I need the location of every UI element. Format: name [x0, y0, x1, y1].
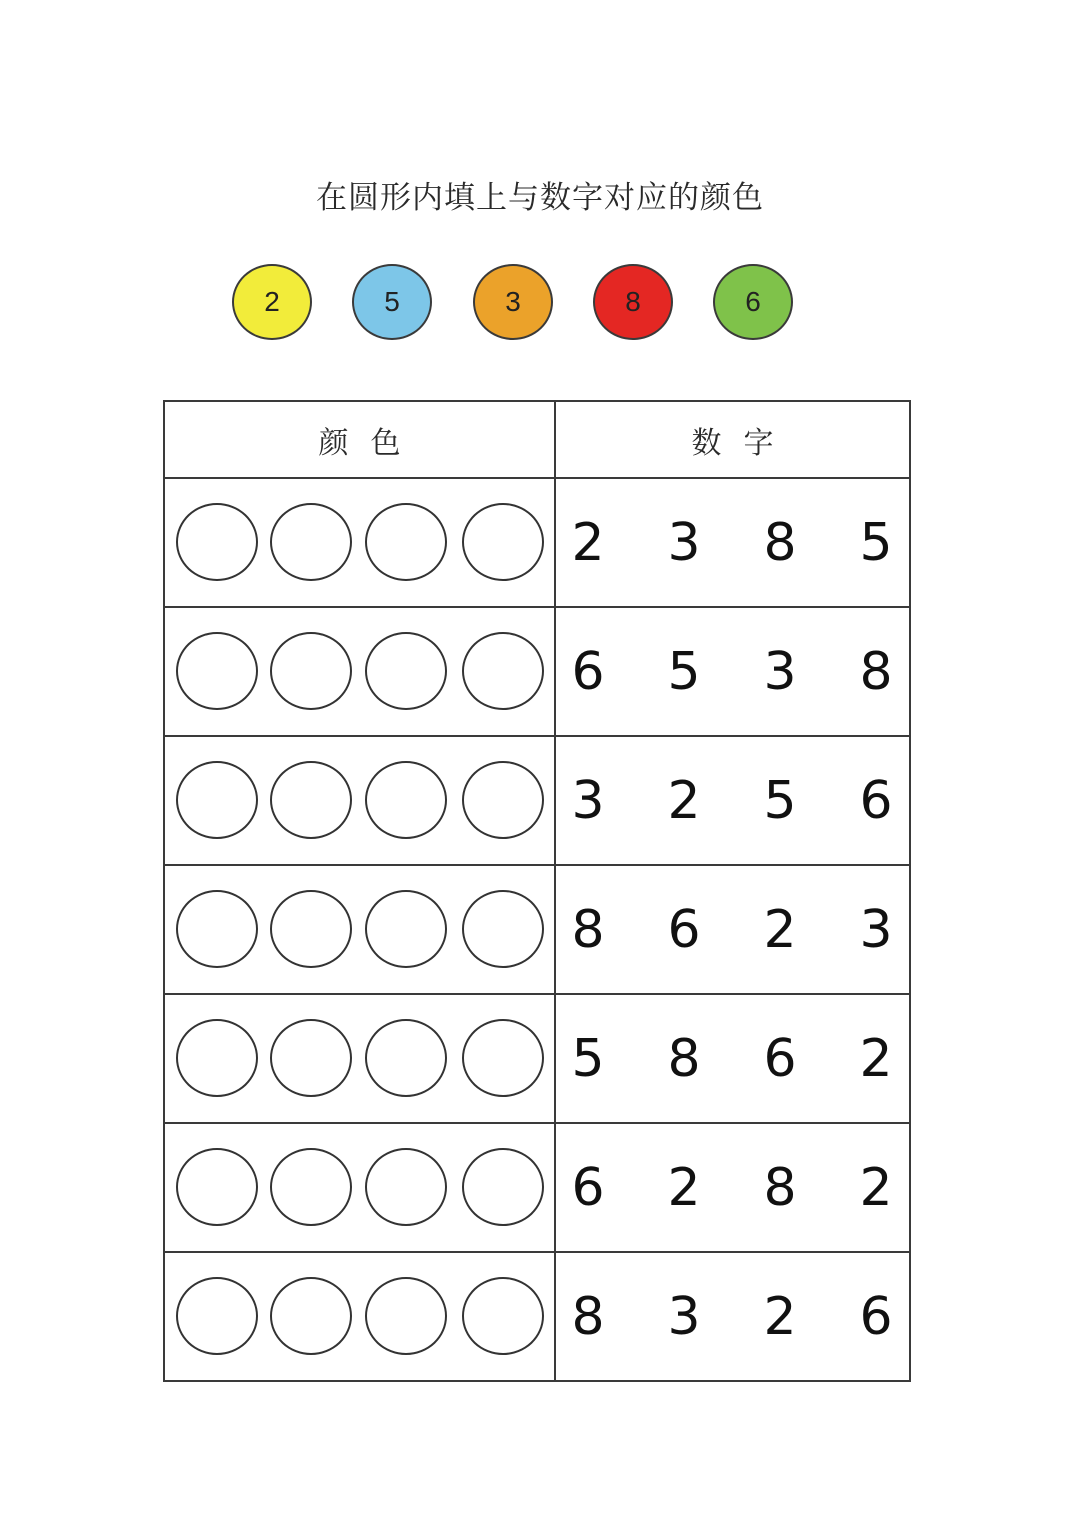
- blank-circle[interactable]: [270, 1019, 352, 1097]
- row-number: 8: [667, 1029, 701, 1089]
- number-group: [556, 608, 909, 735]
- number-cell: [555, 478, 910, 607]
- table-row: [164, 994, 910, 1123]
- blank-circle[interactable]: [462, 632, 544, 710]
- color-cell: [164, 865, 555, 994]
- blank-circle[interactable]: [462, 890, 544, 968]
- row-number: 2: [763, 900, 797, 960]
- row-number: 8: [571, 900, 605, 960]
- legend-dot-yellow: [232, 264, 312, 340]
- blank-circle[interactable]: [176, 632, 258, 710]
- number-group: [556, 479, 909, 606]
- row-number: 8: [763, 1158, 797, 1218]
- color-legend: [232, 264, 796, 342]
- number-cell: [555, 1123, 910, 1252]
- table-row: [164, 865, 910, 994]
- row-number: 6: [571, 1158, 605, 1218]
- blank-circle[interactable]: [365, 890, 447, 968]
- color-cell: [164, 1123, 555, 1252]
- legend-dot-orange: [473, 264, 553, 340]
- row-number: 5: [859, 513, 893, 573]
- row-number: 6: [667, 900, 701, 960]
- row-number: 8: [859, 642, 893, 702]
- legend-number: 5: [384, 286, 400, 317]
- blank-circle[interactable]: [462, 1277, 544, 1355]
- number-group: [556, 995, 909, 1122]
- row-number: 2: [571, 513, 605, 573]
- number-cell: [555, 607, 910, 736]
- blank-circle[interactable]: [176, 761, 258, 839]
- legend-number: 3: [505, 286, 521, 317]
- number-group: [556, 866, 909, 993]
- legend-number: 2: [264, 286, 280, 317]
- table-row: [164, 736, 910, 865]
- blank-circle[interactable]: [176, 1019, 258, 1097]
- circle-group: [165, 737, 554, 864]
- table-row: [164, 478, 910, 607]
- blank-circle[interactable]: [365, 1019, 447, 1097]
- number-group: [556, 1124, 909, 1251]
- worksheet-table: [163, 400, 911, 1382]
- row-number: 3: [763, 642, 797, 702]
- blank-circle[interactable]: [365, 503, 447, 581]
- blank-circle[interactable]: [270, 1277, 352, 1355]
- blank-circle[interactable]: [365, 1148, 447, 1226]
- number-cell: [555, 736, 910, 865]
- blank-circle[interactable]: [270, 890, 352, 968]
- circle-group: [165, 608, 554, 735]
- circle-group: [165, 866, 554, 993]
- row-number: 8: [571, 1287, 605, 1347]
- row-number: 5: [763, 771, 797, 831]
- blank-circle[interactable]: [365, 1277, 447, 1355]
- number-cell: [555, 1252, 910, 1381]
- legend-dot-green: [713, 264, 793, 340]
- circle-group: [165, 479, 554, 606]
- blank-circle[interactable]: [365, 632, 447, 710]
- color-cell: [164, 736, 555, 865]
- legend-number: 6: [745, 286, 761, 317]
- blank-circle[interactable]: [176, 890, 258, 968]
- row-number: 2: [859, 1158, 893, 1218]
- blank-circle[interactable]: [462, 1148, 544, 1226]
- row-number: 3: [859, 900, 893, 960]
- blank-circle[interactable]: [176, 1148, 258, 1226]
- blank-circle[interactable]: [270, 1148, 352, 1226]
- legend-number: 8: [625, 286, 641, 317]
- circle-group: [165, 1124, 554, 1251]
- color-cell: [164, 994, 555, 1123]
- row-number: 8: [763, 513, 797, 573]
- color-cell: [164, 478, 555, 607]
- header-number: 数字: [555, 401, 910, 478]
- row-number: 2: [667, 771, 701, 831]
- table-header-row: [164, 401, 910, 478]
- blank-circle[interactable]: [270, 503, 352, 581]
- table-body: [164, 478, 910, 1381]
- header-color: 颜色: [164, 401, 555, 478]
- circle-group: [165, 1253, 554, 1380]
- color-cell: [164, 607, 555, 736]
- blank-circle[interactable]: [270, 632, 352, 710]
- table-row: [164, 1123, 910, 1252]
- blank-circle[interactable]: [365, 761, 447, 839]
- number-group: [556, 1253, 909, 1380]
- row-number: 5: [571, 1029, 605, 1089]
- blank-circle[interactable]: [462, 503, 544, 581]
- row-number: 2: [667, 1158, 701, 1218]
- row-number: 6: [571, 642, 605, 702]
- row-number: 3: [571, 771, 605, 831]
- blank-circle[interactable]: [176, 503, 258, 581]
- legend-dot-blue: [352, 264, 432, 340]
- row-number: 6: [763, 1029, 797, 1089]
- table-row: [164, 1252, 910, 1381]
- number-group: [556, 737, 909, 864]
- legend-dot-red: [593, 264, 673, 340]
- circle-group: [165, 995, 554, 1122]
- blank-circle[interactable]: [462, 1019, 544, 1097]
- table-row: [164, 607, 910, 736]
- row-number: 3: [667, 1287, 701, 1347]
- blank-circle[interactable]: [270, 761, 352, 839]
- blank-circle[interactable]: [176, 1277, 258, 1355]
- number-cell: [555, 994, 910, 1123]
- number-cell: [555, 865, 910, 994]
- worksheet-title: 在圆形内填上与数字对应的颜色: [316, 180, 764, 216]
- row-number: 6: [859, 771, 893, 831]
- row-number: 3: [667, 513, 701, 573]
- color-cell: [164, 1252, 555, 1381]
- row-number: 2: [859, 1029, 893, 1089]
- row-number: 2: [763, 1287, 797, 1347]
- row-number: 6: [859, 1287, 893, 1347]
- blank-circle[interactable]: [462, 761, 544, 839]
- row-number: 5: [667, 642, 701, 702]
